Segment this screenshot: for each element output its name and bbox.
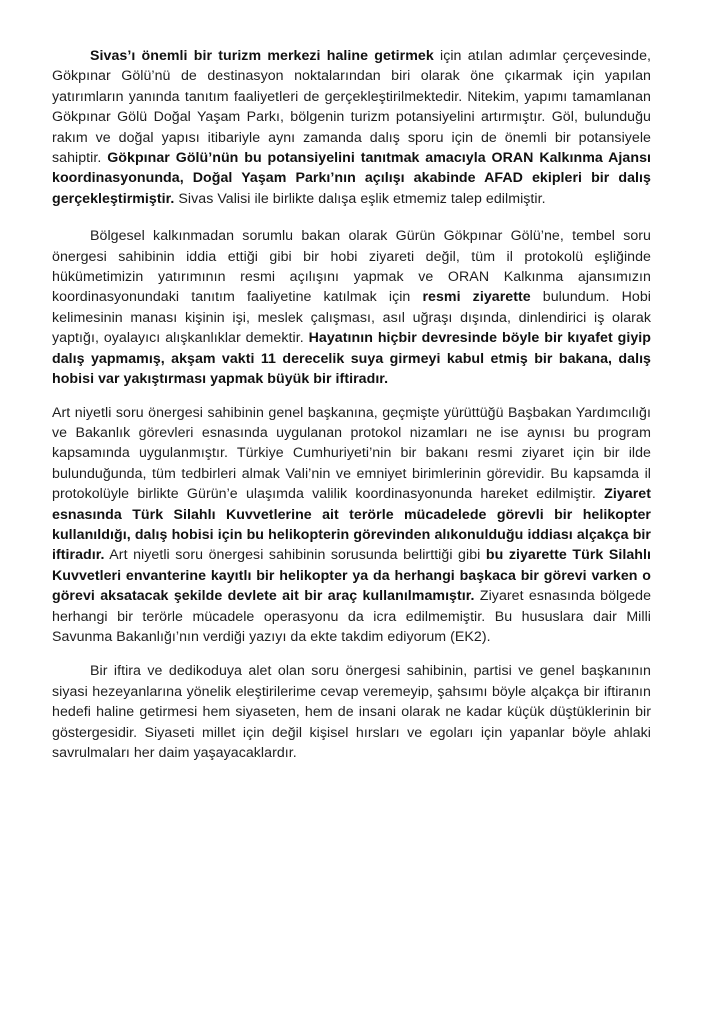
bold-run: bu ziyarette Türk Silahlı Kuvvetleri envanterine kayıtlı bir helikopter ya da herhangi başkaca bir görevi varken o görevi aksatacak şekilde devlete ait bir araç kullanılmamıştır. bbox=[52, 547, 651, 605]
paragraph-1 bbox=[52, 46, 651, 209]
text-run: bulundum. Hobi kelimesinin manası kişinin işi, meslek çalışması, asıl uğraşı dışında, dinlendirici iş olarak yaptığı, oyalayıcı alışkanlıklar demektir. bbox=[52, 289, 651, 347]
document-body bbox=[52, 46, 651, 763]
paragraph-2 bbox=[52, 226, 651, 389]
text-run: Art niyetli soru önergesi sahibinin genel başkanına, geçmişte yürüttüğü Başbakan Yardımcılığı ve Bakanlık görevleri esnasında uygulanan protokol nizamları ne ise aynısı bu program kapsamında uygulanmıştır. Türkiye Cumhuriyeti’nin bir bakanı resmi ziyaret için bir ilde bulunduğunda, tüm tedbirleri almak Vali’nin ve emniyet birimlerinin görevidir. Bu kapsamda il protokolüyle birlikte Gürün’e ulaşımda valilik koordinasyonunda hareket edilmiştir. bbox=[52, 404, 651, 503]
paragraph-3 bbox=[52, 403, 651, 648]
bold-run: Sivas’ı önemli bir turizm merkezi haline getirmek bbox=[90, 48, 434, 64]
bold-run: Ziyaret esnasında Türk Silahlı Kuvvetlerine ait terörle mücadelede görevli bir helikopter kullanıldığı, dalış hobisi için bu helikopterin görevinden alıkonulduğu iddiası alçakça bir iftiradır. bbox=[52, 486, 651, 564]
bold-run: Hayatının hiçbir devresinde böyle bir kıyafet giyip dalış yapmamış, akşam vakti 11 derecelik suya girmeyi kabul etmiş bir bakana, dalış hobisi var yakıştırması yapmak büyük bir iftiradır. bbox=[52, 330, 652, 388]
text-run: Bir iftira ve dedikoduya alet olan soru önergesi sahibinin, partisi ve genel başkanının siyasi hezeyanlarına yönelik eleştirilerime cevap veremeyip, şahsımı böyle alçakça bir iftiranın hedefi haline getirmesi hem siyaseten, hem de insani olarak ne kadar küçük düştüklerinin bir göstergesidir. Siyaseti millet için değil kişisel hırsları ve egoları için yapanlar böyle ahlaki savrulmaları her daim yaşayacaklardır. bbox=[52, 663, 651, 761]
bold-run: resmi ziyarette bbox=[422, 289, 531, 306]
text-run: Ziyaret esnasında bölgede herhangi bir terörle mücadele operasyonu da icra edilmemiştir. Bu hususlara dair Milli Savunma Bakanlığı’nın verdiği yazıyı da ekte takdim ediyorum (EK2). bbox=[52, 588, 652, 645]
text-run: için atılan adımlar çerçevesinde, Gökpınar Gölü’nü de destinasyon noktalarından biri olarak öne çıkarmak için yapılan yatırımların yanında tanıtım faaliyetleri de gerçekleştirilmektedir. Nitekim, yapımı tamamlanan Gökpınar Gölü Doğal Yaşam Parkı, bölgenin turizm potansiyelini artırmıştır. Göl, bulunduğu rakım ve doğal yapısı itibariyle aynı zamanda dalış sporu için de önemli bir potansiyele sahiptir. bbox=[52, 48, 651, 167]
text-run: Art niyetli soru önergesi sahibinin sorusunda belirttiği gibi bbox=[104, 547, 486, 564]
paragraph-4 bbox=[52, 661, 651, 763]
bold-run: Gökpınar Gölü’nün bu potansiyelini tanıtmak amacıyla ORAN Kalkınma Ajansı koordinasyonunda, Doğal Yaşam Parkı’nın açılışı akabinde AFAD ekipleri bir dalış gerçekleştirmiştir. bbox=[52, 150, 651, 207]
text-run: Sivas Valisi ile birlikte dalışa eşlik etmemiz talep edilmiştir. bbox=[174, 190, 546, 207]
text-run: Bölgesel kalkınmadan sorumlu bakan olarak Gürün Gökpınar Gölü’ne, tembel soru önergesi sahibinin iddia ettiği gibi bir hobi ziyareti değil, tüm il protokolü eşliğinde hükümetimizin yatırımının resmi açılışını yapmak ve ORAN Kalkınma ajansımızın koordinasyonundaki tanıtım faaliyetine katılmak için bbox=[52, 228, 651, 306]
